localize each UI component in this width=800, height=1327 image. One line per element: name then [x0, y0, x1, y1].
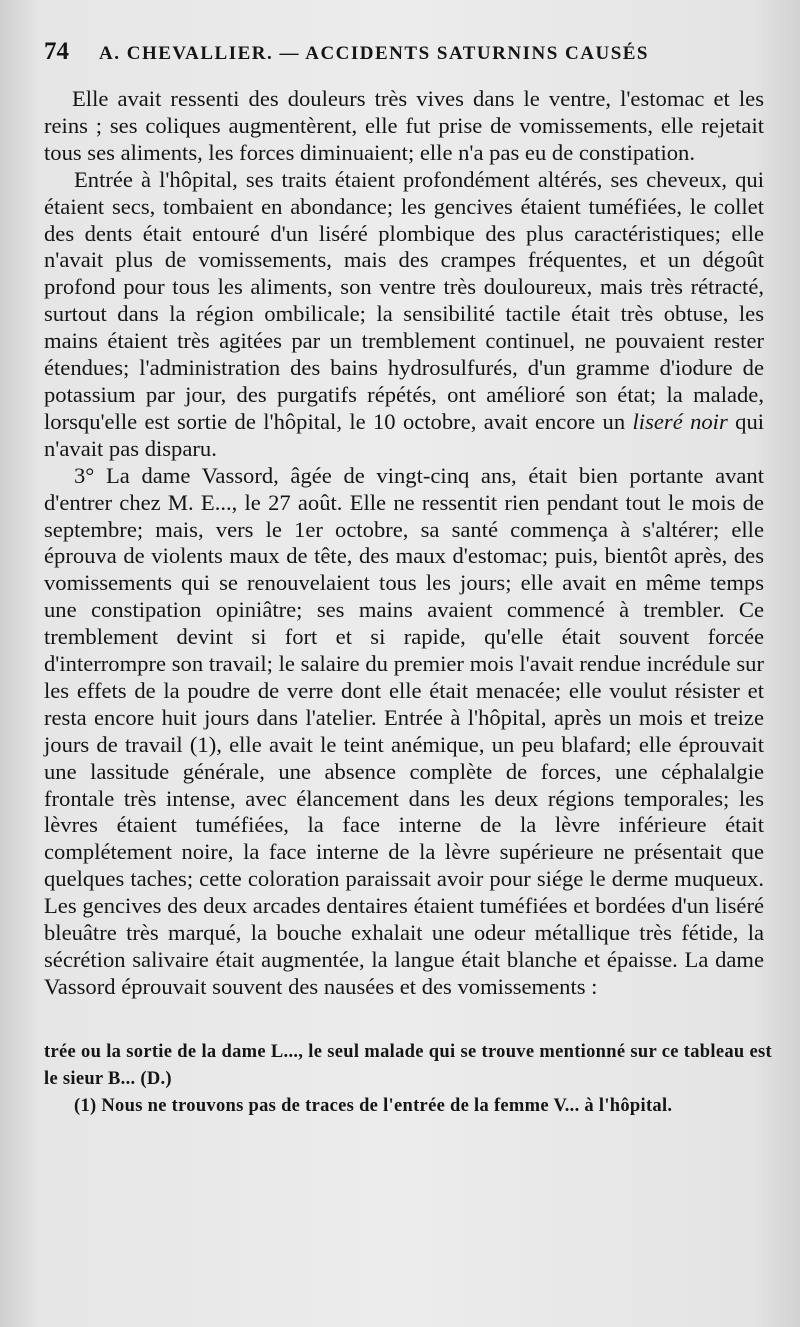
- paragraph-1: Elle avait ressenti des douleurs très vives dans le ventre, l'estomac et les reins ; ses coliques augmentèrent, elle fut prise de vomissements, elle rejetait tous ses aliments, les forces diminuaient; elle n'a pas eu de constipation.: [44, 86, 764, 165]
- paragraph-2-end: qui n'avait pas disparu.: [44, 408, 765, 461]
- paragraph-2-text: Entrée à l'hôpital, ses traits étaient profondément altérés, ses cheveux, qui étaient secs, tombaient en abondance; les gencives étaient tuméfiées, le collet des dents était entouré d'un liséré plombique des plus caractéristiques; elle n'avait plus de vomissements, mais des crampes fréquentes, et un dégoût profond pour tous les aliments, son ventre très douloureux, mais très rétracté, surtout dans la région ombilicale; la sensibilité tactile était très obtuse, les mains étaient très agitées par un tremblement continuel, ne pouvaient rester étendues; l'administration des bains hydrosulfurés, d'un gramme d'iodure de potassium par jour, des purgatifs répétés, ont amélioré son état; la malade, lorsqu'elle est sortie de l'hôpital, le 10 octobre, avait encore un: [44, 166, 764, 434]
- body-text: [44, 86, 764, 1001]
- page-header: [44, 38, 766, 86]
- page-number: 74: [44, 38, 69, 65]
- footnotes: [44, 1039, 772, 1120]
- paragraph-2: [44, 167, 764, 463]
- footnote-continuation: trée ou la sortie de la dame L..., le seul malade qui se trouve mentionné sur ce tableau est le sieur B... (D.): [44, 1041, 772, 1089]
- footnote-1: (1) Nous ne trouvons pas de traces de l'entrée de la femme V... à l'hôpital.: [74, 1095, 673, 1116]
- paragraph-3: 3° La dame Vassord, âgée de vingt-cinq ans, était bien portante avant d'entrer chez M. E..., le 27 août. Elle ne ressentit rien pendant tout le mois de septembre; mais, vers le 1er octobre, sa santé commença à s'altérer; elle éprouva de violents maux de tête, des maux d'estomac; puis, bientôt après, des vomissements qui se renouvelaient tous les jours; elle avait en même temps une constipation opiniâtre; ses mains avaient commencé à trembler. Ce tremblement devint si fort et si rapide, qu'elle était souvent forcée d'interrompre son travail; le salaire du premier mois l'avait rendue incrédule sur les effets de la poudre de verre dont elle était menacée; elle voulut résister et resta encore huit jours dans l'atelier. Entrée à l'hôpital, après un mois et treize jours de travail (1), elle avait le teint anémique, un peu blafard; elle éprouvait une lassitude générale, une absence complète de forces, une céphalalgie frontale très intense, avec élancement dans les deux régions temporales; les lèvres étaient tuméfiées, la face interne de la lèvre inférieure était complétement noire, la face interne de la lèvre supérieure ne présentait que quelques taches; cette coloration paraissait avoir pour siége le derme muqueux. Les gencives des deux arcades dentaires étaient tuméfiées et bordées d'un liséré bleuâtre très marqué, la bouche exhalait une odeur métallique très fétide, la sécrétion salivaire était augmentée, la langue était blanche et épaisse. La dame Vassord éprouvait souvent des nausées et des vomissements :: [44, 462, 764, 999]
- running-head: A. CHEVALLIER. — ACCIDENTS SATURNINS CAUSÉS: [99, 43, 650, 64]
- paragraph-2-italic-term: liseré noir: [632, 408, 728, 434]
